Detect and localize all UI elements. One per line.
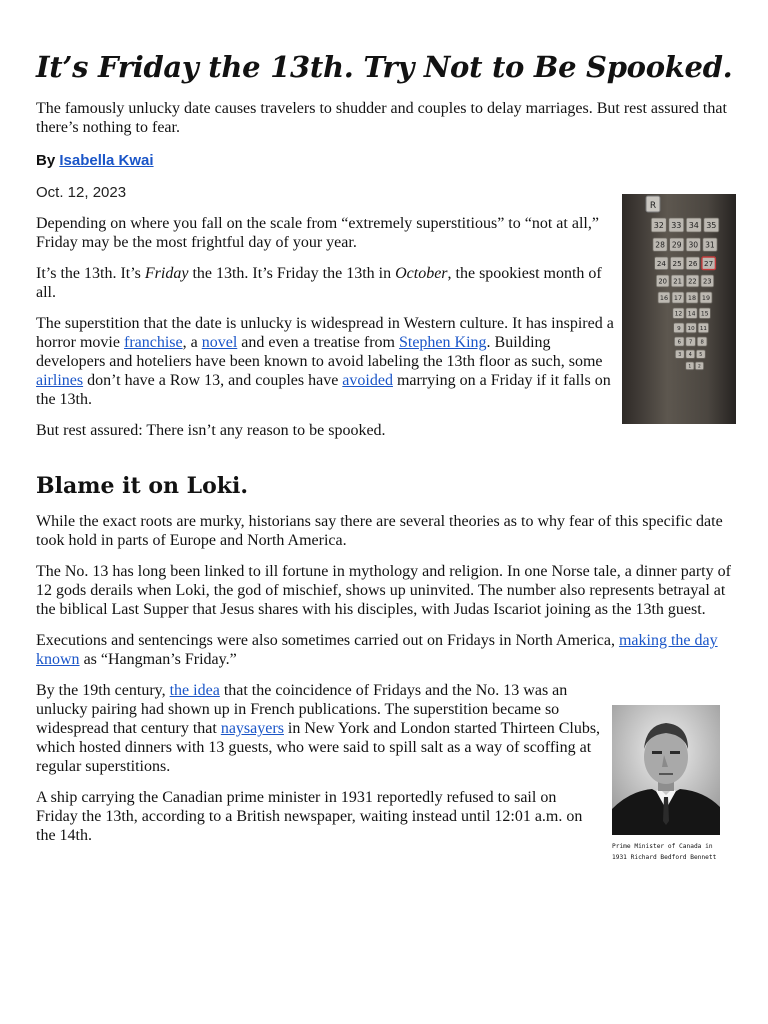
elevator-label-30: 30: [688, 240, 699, 250]
paragraph-8: [36, 681, 602, 776]
elevator-label-29: 29: [671, 240, 682, 250]
text-segment: the 13th. It’s Friday the 13th in: [188, 265, 396, 282]
text-segment: as “Hangman’s Friday.”: [79, 651, 237, 668]
caption-line-2: 1931 Richard Bedford Bennett: [612, 854, 717, 861]
elevator-label-10: 10: [687, 326, 695, 333]
author-link[interactable]: Isabella Kwai: [59, 152, 154, 169]
text-segment: . Building developers and hoteliers have been known to avoid labeling the 13th floor as such, some: [36, 334, 603, 370]
portrait-caption: [612, 841, 724, 863]
paragraph-9: A ship carrying the Canadian prime minister in 1931 reportedly refused to sail on Friday the 13th, according to a British newspaper, waiting instead until 12:01 a.m. on the 14th.: [36, 789, 583, 844]
portrait-mouth: [659, 773, 673, 775]
elevator-label-17: 17: [673, 294, 683, 303]
link-naysayers[interactable]: naysayers: [220, 720, 284, 737]
text-segment: , a: [182, 334, 202, 351]
elevator-label-5: 5: [699, 353, 703, 358]
portrait-drawing: [612, 705, 720, 835]
link-making-the-day-known[interactable]: making the day known: [36, 632, 718, 668]
elevator-label-21: 21: [673, 277, 682, 286]
link-the-idea[interactable]: the idea: [169, 682, 220, 699]
emphasis-friday: Friday: [144, 265, 189, 282]
elevator-label-6: 6: [677, 339, 681, 346]
article-summary: The famously unlucky date causes travelers to shudder and couples to delay marriages. But rest assured that there’s nothing to fear.: [36, 100, 727, 136]
elevator-label-9: 9: [677, 326, 681, 333]
link-stephen-king[interactable]: Stephen King: [398, 334, 487, 351]
link-airlines[interactable]: airlines: [36, 372, 84, 389]
text-segment: that the coincidence of Fridays and the No. 13 was an unlucky pairing had shown up in French publications. The superstition became so widespread that century that: [36, 682, 568, 737]
byline: [36, 151, 736, 170]
byline-prefix: By: [36, 152, 56, 169]
portrait-eye-left: [652, 751, 662, 754]
elevator-label-24: 24: [656, 259, 666, 269]
caption-line-1: Prime Minister of Canada in: [612, 843, 713, 850]
elevator-label-18: 18: [687, 294, 697, 303]
elevator-label-25: 25: [672, 259, 682, 269]
elevator-label-14: 14: [687, 310, 696, 318]
elevator-label-3: 3: [678, 353, 682, 358]
paragraph-5: While the exact roots are murky, historians say there are several theories as to why fear of this specific date took hold in parts of Europe and North America.: [36, 513, 723, 549]
paragraph-7: [36, 631, 736, 669]
elevator-label-16: 16: [659, 294, 669, 303]
elevator-label-1: 1: [688, 364, 692, 370]
link-novel[interactable]: novel: [201, 334, 238, 351]
elevator-label-11: 11: [699, 326, 707, 333]
paragraph-4: But rest assured: There isn’t any reason to be spooked.: [36, 422, 386, 439]
elevator-label-4: 4: [688, 353, 692, 358]
elevator-label-23: 23: [702, 277, 712, 286]
text-segment: By the 19th century,: [36, 682, 170, 699]
portrait-eye-right: [670, 751, 680, 754]
link-avoided[interactable]: avoided: [342, 372, 393, 389]
article-headline: It’s Friday the 13th. Try Not to Be Spooked.: [36, 50, 733, 84]
elevator-label-35: 35: [706, 221, 717, 231]
elevator-label-28: 28: [655, 240, 665, 250]
emphasis-october: October: [395, 265, 448, 282]
paragraph-2: [36, 264, 618, 302]
elevator-label-19: 19: [701, 294, 711, 303]
elevator-label-26: 26: [688, 259, 698, 269]
portrait-tie: [663, 797, 669, 825]
paragraph-1: Depending on where you fall on the scale from “extremely superstitious” to “not at all,” Friday may be the most frightful day of your year.: [36, 215, 599, 251]
text-segment: The superstition that the date is unlucky is widespread in Western culture. It has inspired a horror movie: [36, 315, 614, 351]
paragraph-3: [36, 314, 618, 409]
paragraph-6: The No. 13 has long been linked to ill fortune in mythology and religion. In one Norse tale, a dinner party of 12 gods derails when Loki, the god of mischief, shows up uninvited. The number also represents betrayal at the biblical Last Supper that Jesus shares with his disciples, with Judas Iscariot joining as the 13th guest.: [36, 563, 731, 618]
elevator-label-7: 7: [689, 339, 693, 346]
text-segment: marrying on a Friday if it falls on the 13th.: [36, 372, 611, 408]
elevator-label-12: 12: [674, 310, 683, 318]
elevator-label-8: 8: [700, 339, 704, 346]
elevator-label-32: 32: [653, 221, 664, 231]
link-franchise[interactable]: franchise: [123, 334, 183, 351]
elevator-label-22: 22: [688, 277, 697, 286]
elevator-label-15: 15: [700, 310, 709, 318]
elevator-label-31: 31: [705, 240, 715, 250]
text-segment: , the spookiest month of all.: [36, 265, 602, 301]
elevator-label-33: 33: [671, 221, 682, 231]
elevator-panel-drawing: [622, 194, 736, 424]
text-segment: don’t have a Row 13, and couples have: [83, 372, 343, 389]
text-segment: in New York and London started Thirteen Clubs, which hosted dinners with 13 guests, who were said to spill salt as a way of scoffing at regular superstitions.: [36, 720, 601, 775]
portrait-image: [612, 705, 720, 835]
elevator-label-r: R: [649, 201, 657, 211]
elevator-label-34: 34: [688, 221, 699, 231]
text-segment: and even a treatise from: [237, 334, 399, 351]
publish-date: Oct. 12, 2023: [36, 184, 127, 201]
elevator-label-27: 27: [704, 259, 714, 269]
section-heading: Blame it on Loki.: [36, 473, 249, 499]
elevator-label-20: 20: [658, 277, 668, 286]
elevator-panel-image: [622, 194, 736, 424]
text-segment: Executions and sentencings were also sometimes carried out on Fridays in North America,: [36, 632, 619, 649]
text-segment: It’s the 13th. It’s: [36, 265, 145, 282]
elevator-label-2: 2: [698, 364, 701, 370]
